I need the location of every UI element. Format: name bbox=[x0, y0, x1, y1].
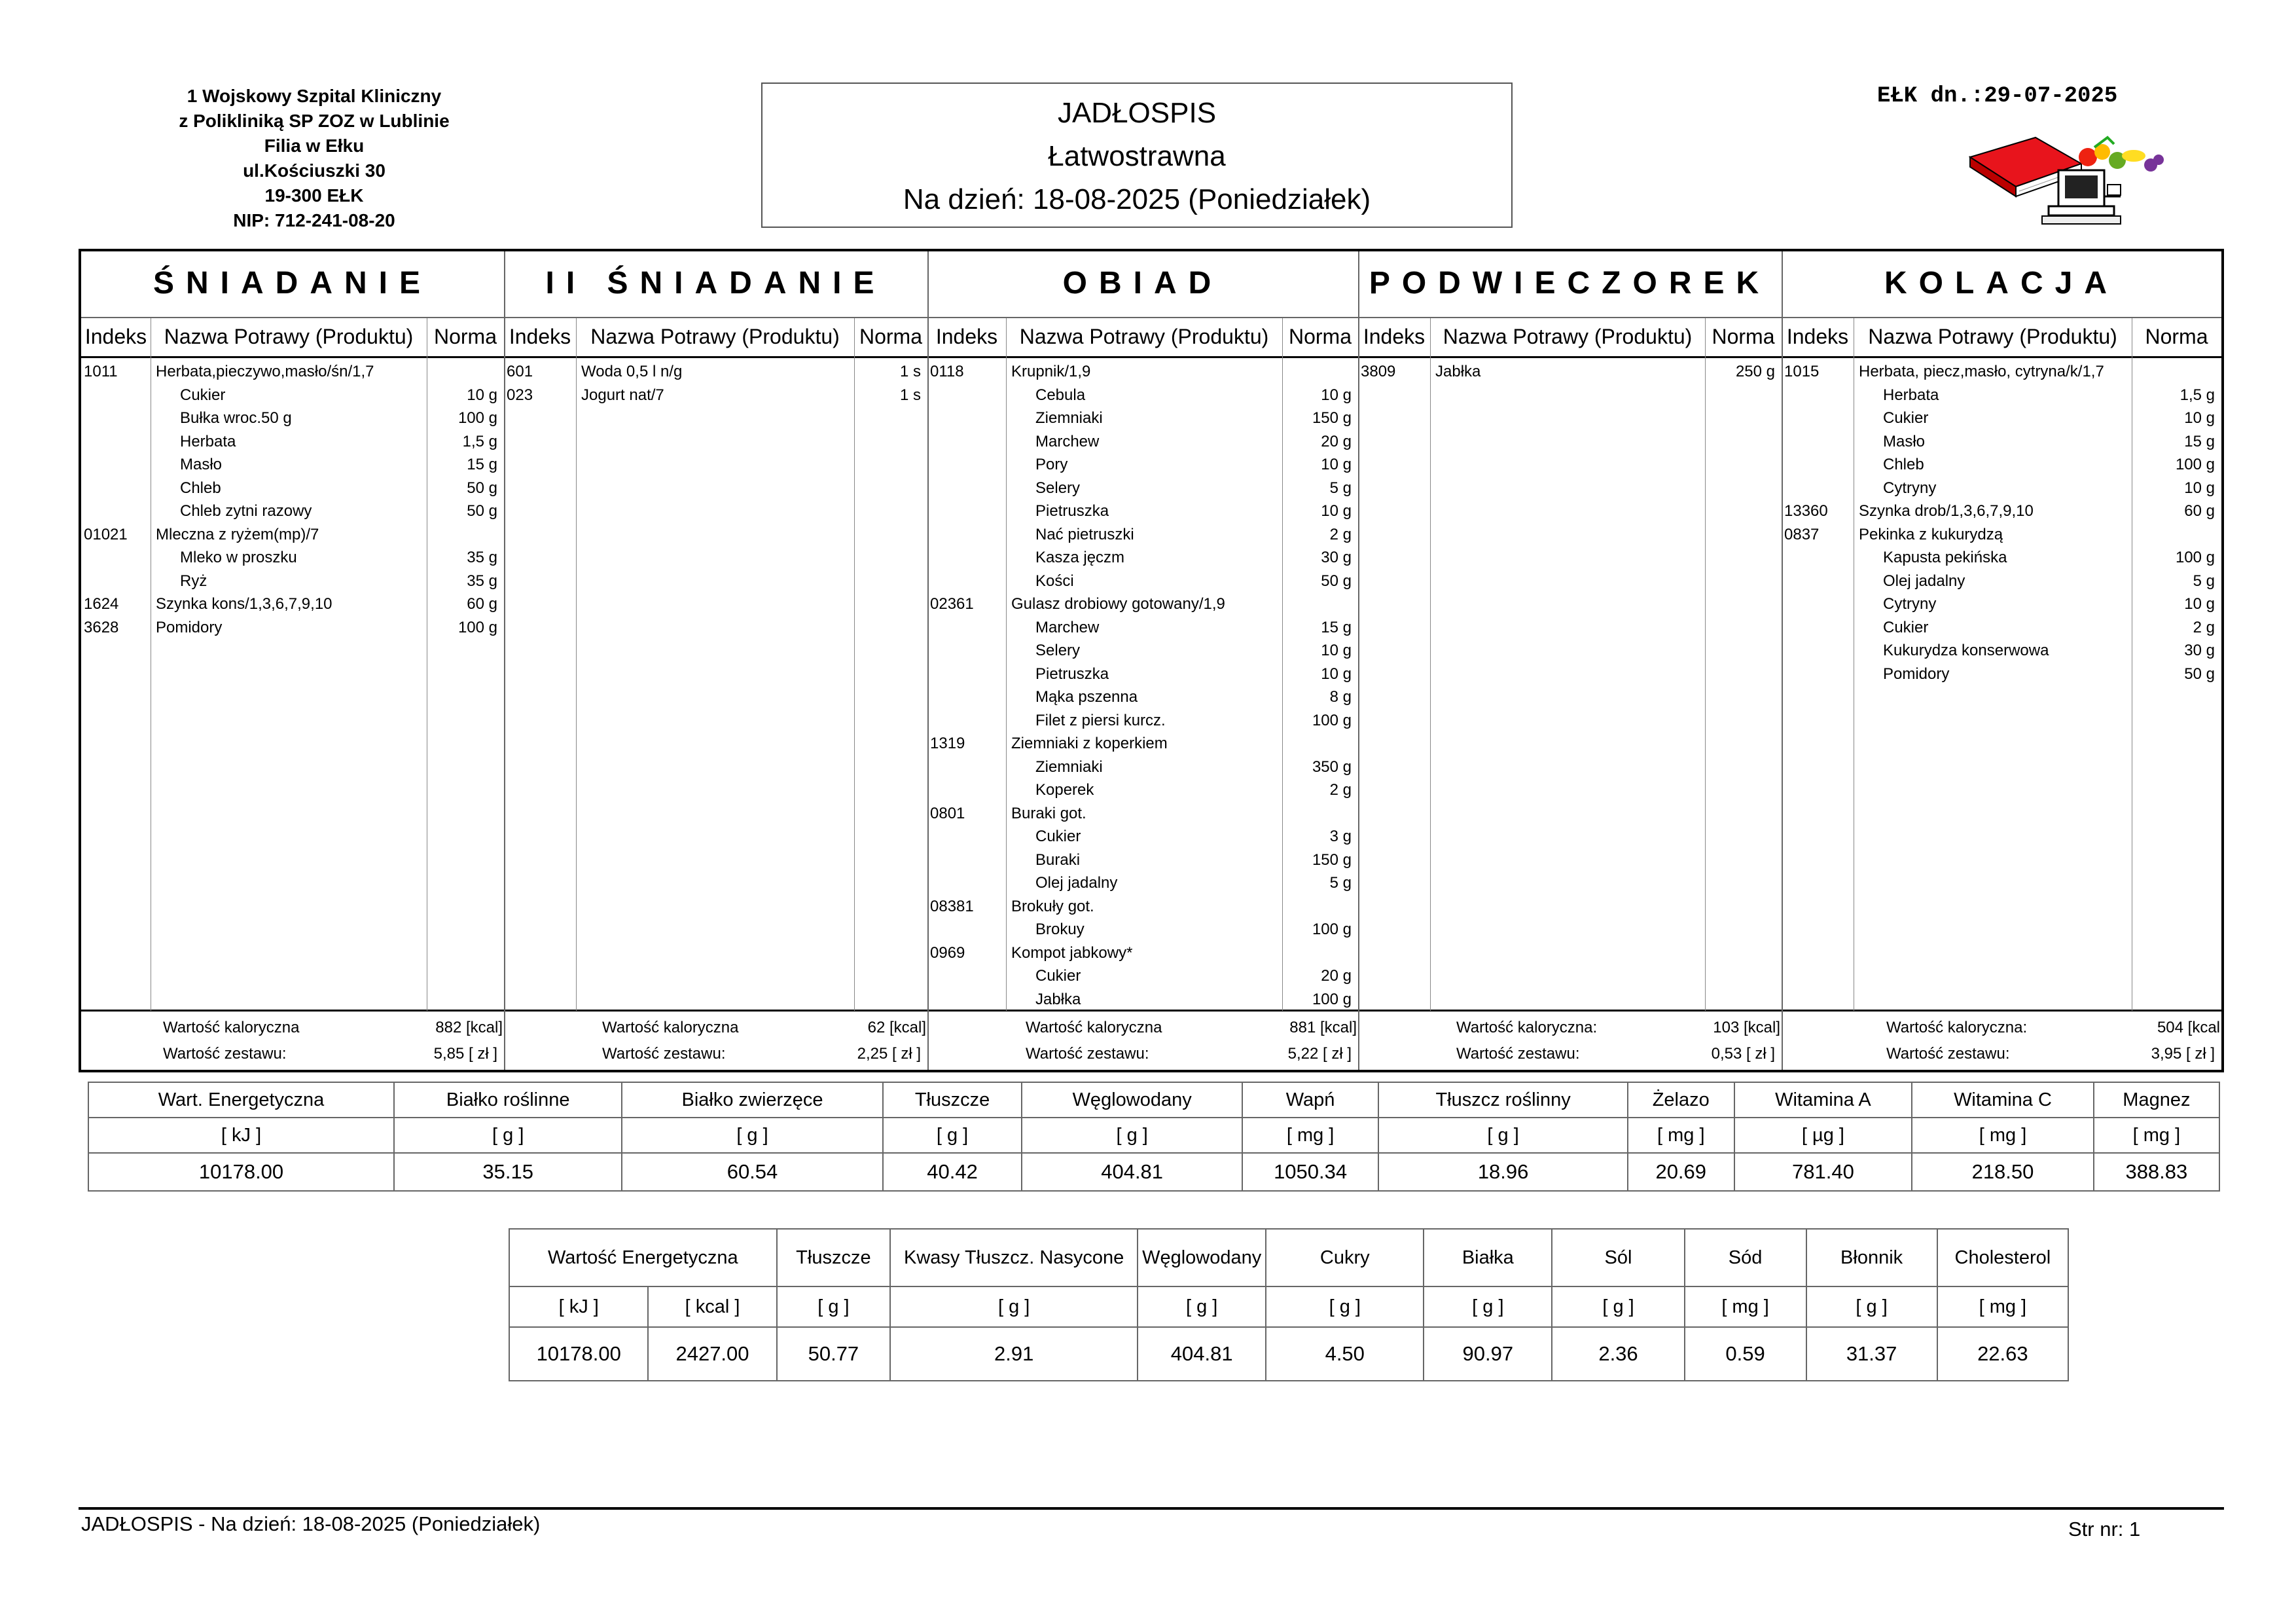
row-index: 13360 bbox=[1784, 502, 1828, 520]
row-norm: 50 g bbox=[467, 479, 497, 497]
title-box bbox=[761, 82, 1513, 228]
nutrient-value: 31.37 bbox=[1806, 1327, 1937, 1381]
row-index: 601 bbox=[507, 363, 533, 380]
unit-cell: [ g ] bbox=[1806, 1286, 1937, 1327]
row-norm: 100 g bbox=[457, 618, 497, 636]
nutrient-value: 4.50 bbox=[1266, 1327, 1424, 1381]
column-header-name: Nazwa Potrawy (Produktu) bbox=[1019, 325, 1269, 348]
row-name: Ziemniaki bbox=[1035, 757, 1103, 776]
row-name: Cukier bbox=[1035, 828, 1081, 845]
meal-title: II ŚNIADANIE bbox=[545, 266, 886, 301]
row-norm: 5 g bbox=[2193, 572, 2215, 590]
row-norm: 50 g bbox=[2184, 665, 2215, 683]
column-header-index: Indeks bbox=[1363, 325, 1426, 348]
row-norm: 10 g bbox=[467, 386, 497, 404]
unit-cell: [ kcal ] bbox=[648, 1286, 776, 1327]
row-norm: 10 g bbox=[2184, 409, 2215, 427]
row-name: Pomidory bbox=[156, 618, 223, 636]
org-line: ul.Kościuszki 30 bbox=[243, 160, 386, 181]
nutrient-value: 35.15 bbox=[394, 1153, 622, 1191]
nutrient-value: 218.50 bbox=[1912, 1153, 2093, 1191]
nutrient-header: Kwasy Tłuszcz. Nasycone bbox=[890, 1229, 1138, 1286]
row-norm: 150 g bbox=[1312, 850, 1352, 869]
row-index: 0969 bbox=[930, 943, 965, 962]
kcal-value: 882 [kcal] bbox=[435, 1019, 503, 1036]
kcal-label: Wartość kaloryczna bbox=[1026, 1019, 1162, 1036]
kcal-label: Wartość kaloryczna: bbox=[1456, 1019, 1598, 1036]
column-header-norm: Norma bbox=[433, 325, 497, 348]
nutrient-value: 781.40 bbox=[1734, 1153, 1912, 1191]
nutrient-value: 50.77 bbox=[777, 1327, 891, 1381]
row-norm: 1,5 g bbox=[2179, 386, 2215, 404]
row-name: Chleb bbox=[180, 479, 221, 497]
row-name: Chleb zytni razowy bbox=[180, 502, 312, 520]
row-name: Mleko w proszku bbox=[180, 549, 297, 566]
nutrient-value: 20.69 bbox=[1628, 1153, 1734, 1191]
row-name: Cytryny bbox=[1883, 595, 1937, 613]
unit-cell: [ g ] bbox=[1378, 1118, 1628, 1153]
set-value: 3,95 [ zł ] bbox=[2151, 1045, 2215, 1063]
row-norm: 2 g bbox=[1329, 525, 1352, 543]
row-norm: 5 g bbox=[1329, 874, 1352, 892]
row-name: Cukier bbox=[1883, 618, 1929, 636]
org-line: z Polikliniką SP ZOZ w Lublinie bbox=[179, 111, 450, 131]
row-name: Szynka drob/1,3,6,7,9,10 bbox=[1859, 502, 2034, 520]
row-name: Krupnik/1,9 bbox=[1011, 363, 1091, 380]
column-divider bbox=[1705, 318, 1706, 1011]
column-header-norm: Norma bbox=[1712, 325, 1775, 348]
row-name: Olej jadalny bbox=[1035, 874, 1118, 892]
nutrient-header: Błonnik bbox=[1806, 1229, 1937, 1286]
meal-title: OBIAD bbox=[1062, 266, 1223, 301]
unit-cell: [ g ] bbox=[394, 1118, 622, 1153]
row-norm: 15 g bbox=[467, 456, 497, 473]
unit-cell: [ g ] bbox=[1138, 1286, 1266, 1327]
row-name: Pory bbox=[1035, 456, 1068, 473]
row-norm: 35 g bbox=[467, 572, 497, 590]
row-name: Herbata bbox=[1883, 386, 1939, 404]
nutrient-value: 2.91 bbox=[890, 1327, 1138, 1381]
unit-cell: [ mg ] bbox=[2094, 1118, 2219, 1153]
unit-cell: [ g ] bbox=[1266, 1286, 1424, 1327]
section-divider bbox=[504, 251, 505, 1070]
row-name: Selery bbox=[1035, 642, 1081, 659]
row-norm: 100 g bbox=[1312, 921, 1352, 938]
column-header-norm: Norma bbox=[1288, 325, 1352, 348]
column-header-name: Nazwa Potrawy (Produktu) bbox=[1443, 325, 1693, 348]
row-name: Brokuły got. bbox=[1011, 897, 1094, 915]
row-name: Masło bbox=[1883, 432, 1926, 450]
row-norm: 30 g bbox=[2184, 642, 2215, 659]
row-name: Jabłka bbox=[1435, 363, 1481, 380]
row-name: Pietruszka bbox=[1035, 665, 1109, 683]
row-name: Filet z piersi kurcz. bbox=[1035, 711, 1166, 729]
row-index: 0118 bbox=[930, 363, 964, 380]
unit-cell: [ kJ ] bbox=[88, 1118, 394, 1153]
footer-title: JADŁOSPIS - Na dzień: 18-08-2025 (Poniedziałek) bbox=[81, 1512, 541, 1535]
set-value: 5,85 [ zł ] bbox=[433, 1045, 497, 1063]
row-name: Woda 0,5 l n/g bbox=[581, 363, 683, 380]
column-header-norm: Norma bbox=[2145, 325, 2208, 348]
row-name: Cukier bbox=[180, 386, 226, 404]
nutrient-value: 2.36 bbox=[1552, 1327, 1684, 1381]
energy-header: Wartość Energetyczna bbox=[509, 1229, 777, 1286]
row-name: Chleb bbox=[1883, 456, 1924, 473]
kcal-value: 504 [kcal bbox=[2157, 1019, 2220, 1036]
row-norm: 60 g bbox=[467, 595, 497, 613]
column-header-name: Nazwa Potrawy (Produktu) bbox=[164, 325, 414, 348]
row-index: 3628 bbox=[84, 618, 119, 636]
book-computer-fruit-icon bbox=[1957, 131, 2186, 229]
row-index: 3809 bbox=[1361, 363, 1396, 380]
set-value: 5,22 [ zł ] bbox=[1287, 1045, 1352, 1063]
row-index: 023 bbox=[507, 386, 533, 404]
row-norm: 100 g bbox=[457, 409, 497, 427]
row-norm: 100 g bbox=[1312, 711, 1352, 729]
footer-divider bbox=[79, 1507, 2224, 1510]
row-norm: 1,5 g bbox=[462, 432, 497, 450]
row-norm: 1 s bbox=[899, 363, 921, 380]
row-norm: 30 g bbox=[1321, 549, 1352, 566]
row-name: Gulasz drobiowy gotowany/1,9 bbox=[1011, 595, 1225, 613]
row-name: Masło bbox=[180, 456, 223, 473]
row-name: Marchew bbox=[1035, 432, 1100, 450]
nutrient-header: Żelazo bbox=[1628, 1082, 1734, 1118]
column-header-name: Nazwa Potrawy (Produktu) bbox=[590, 325, 840, 348]
row-name: Herbata, piecz,masło, cytryna/k/1,7 bbox=[1859, 363, 2104, 380]
row-name: Bułka wroc.50 g bbox=[180, 409, 292, 427]
nutrient-value: 404.81 bbox=[1022, 1153, 1242, 1191]
nutrient-value: 10178.00 bbox=[88, 1153, 394, 1191]
section-divider bbox=[1782, 251, 1783, 1070]
row-name: Mąka pszenna bbox=[1035, 688, 1138, 706]
column-header-index: Indeks bbox=[935, 325, 998, 348]
column-divider bbox=[1282, 318, 1283, 1011]
kcal-label: Wartość kaloryczna bbox=[163, 1019, 300, 1036]
nutrient-header: Wapń bbox=[1242, 1082, 1378, 1118]
menu-date: Na dzień: 18-08-2025 (Poniedziałek) bbox=[903, 183, 1371, 215]
row-norm: 2 g bbox=[1329, 781, 1352, 799]
row-norm: 10 g bbox=[1321, 642, 1352, 659]
row-norm: 50 g bbox=[1321, 572, 1352, 590]
set-label: Wartość zestawu: bbox=[602, 1045, 726, 1063]
nutrient-header: Witamina C bbox=[1912, 1082, 2093, 1118]
kcal-label: Wartość kaloryczna bbox=[602, 1019, 739, 1036]
row-name: Nać pietruszki bbox=[1035, 525, 1134, 543]
row-norm: 35 g bbox=[467, 549, 497, 566]
set-label: Wartość zestawu: bbox=[1026, 1045, 1149, 1063]
column-header-norm: Norma bbox=[859, 325, 922, 348]
nutrient-value: 60.54 bbox=[622, 1153, 882, 1191]
meal-title: ŚNIADANIE bbox=[152, 266, 433, 301]
org-line: 1 Wojskowy Szpital Kliniczny bbox=[187, 86, 442, 106]
set-label: Wartość zestawu: bbox=[1456, 1045, 1580, 1063]
row-index: 01021 bbox=[84, 525, 128, 543]
row-name: Olej jadalny bbox=[1883, 572, 1965, 590]
unit-cell: [ µg ] bbox=[1734, 1118, 1912, 1153]
meal-title: KOLACJA bbox=[1884, 266, 2119, 301]
nutrient-header: Tłuszcz roślinny bbox=[1378, 1082, 1628, 1118]
kcal-value: 62 [kcal] bbox=[867, 1019, 926, 1036]
nutrient-header: Cukry bbox=[1266, 1229, 1424, 1286]
row-norm: 5 g bbox=[1329, 479, 1352, 497]
row-norm: 15 g bbox=[1321, 618, 1352, 636]
row-name: Ziemniaki bbox=[1035, 409, 1103, 427]
nutrient-header: Tłuszcze bbox=[777, 1229, 891, 1286]
set-label: Wartość zestawu: bbox=[163, 1045, 287, 1063]
nutrient-header: Białko zwierzęce bbox=[622, 1082, 882, 1118]
set-label: Wartość zestawu: bbox=[1886, 1045, 2010, 1063]
column-header-divider bbox=[81, 356, 2221, 358]
nutrient-value: 10178.00 bbox=[509, 1327, 648, 1381]
row-norm: 20 g bbox=[1321, 432, 1352, 450]
unit-cell: [ g ] bbox=[883, 1118, 1022, 1153]
org-line: 19-300 EŁK bbox=[264, 185, 364, 206]
nutrient-value: 404.81 bbox=[1138, 1327, 1266, 1381]
nutrient-value: 18.96 bbox=[1378, 1153, 1628, 1191]
column-divider bbox=[1430, 318, 1431, 1011]
meal-title: PODWIECZOREK bbox=[1369, 266, 1771, 301]
org-line: Filia w Ełku bbox=[264, 136, 365, 156]
row-index: 1011 bbox=[84, 363, 118, 380]
organization-address bbox=[131, 84, 497, 233]
row-name: Kości bbox=[1035, 572, 1074, 590]
row-norm: 10 g bbox=[1321, 386, 1352, 404]
column-header-index: Indeks bbox=[1786, 325, 1849, 348]
row-norm: 150 g bbox=[1312, 409, 1352, 427]
kcal-label: Wartość kaloryczna: bbox=[1886, 1019, 2028, 1036]
row-index: 0801 bbox=[930, 804, 965, 822]
row-name: Jabłka bbox=[1035, 990, 1081, 1008]
row-name: Pietruszka bbox=[1035, 502, 1109, 520]
row-name: Kukurydza konserwowa bbox=[1883, 642, 2049, 659]
unit-cell: [ g ] bbox=[890, 1286, 1138, 1327]
row-name: Mleczna z ryżem(mp)/7 bbox=[156, 525, 319, 543]
column-divider bbox=[854, 318, 855, 1011]
row-norm: 8 g bbox=[1329, 688, 1352, 706]
org-line: NIP: 712-241-08-20 bbox=[233, 210, 395, 230]
row-name: Cukier bbox=[1035, 967, 1081, 985]
nutrient-header: Węglowodany bbox=[1022, 1082, 1242, 1118]
row-name: Cytryny bbox=[1883, 479, 1937, 497]
row-index: 1624 bbox=[84, 595, 119, 613]
column-header-name: Nazwa Potrawy (Produktu) bbox=[1868, 325, 2117, 348]
row-norm: 10 g bbox=[1321, 665, 1352, 683]
kcal-value: 103 [kcal] bbox=[1713, 1019, 1780, 1036]
row-name: Cukier bbox=[1883, 409, 1929, 427]
row-name: Kasza jęczm bbox=[1035, 549, 1125, 566]
unit-cell: [ kJ ] bbox=[509, 1286, 648, 1327]
row-norm: 10 g bbox=[1321, 502, 1352, 520]
unit-cell: [ mg ] bbox=[1242, 1118, 1378, 1153]
nutrient-header: Wart. Energetyczna bbox=[88, 1082, 394, 1118]
print-date: EŁK dn.:29-07-2025 bbox=[1877, 84, 2118, 109]
row-norm: 3 g bbox=[1329, 828, 1352, 845]
section-divider bbox=[927, 251, 929, 1070]
section-divider bbox=[1358, 251, 1359, 1070]
row-name: Jogurt nat/7 bbox=[581, 386, 664, 404]
row-norm: 15 g bbox=[2184, 432, 2215, 450]
row-name: Kompot jabkowy* bbox=[1011, 943, 1133, 962]
menu-table bbox=[79, 249, 2224, 1072]
row-norm: 100 g bbox=[2175, 549, 2215, 566]
unit-cell: [ mg ] bbox=[1685, 1286, 1806, 1327]
unit-cell: [ mg ] bbox=[1912, 1118, 2093, 1153]
kcal-value: 881 [kcal] bbox=[1289, 1019, 1357, 1036]
row-norm: 100 g bbox=[1312, 990, 1352, 1008]
unit-cell: [ g ] bbox=[777, 1286, 891, 1327]
nutrient-header: Sód bbox=[1685, 1229, 1806, 1286]
row-norm: 100 g bbox=[2175, 456, 2215, 473]
row-name: Ryż bbox=[180, 572, 207, 590]
nutrition-table-2 bbox=[509, 1228, 2069, 1381]
row-norm: 350 g bbox=[1312, 757, 1352, 776]
row-norm: 50 g bbox=[467, 502, 497, 520]
row-index: 0837 bbox=[1784, 525, 1820, 543]
document-title: JADŁOSPIS bbox=[1057, 97, 1217, 129]
row-index: 1015 bbox=[1784, 363, 1820, 380]
row-index: 1319 bbox=[930, 735, 965, 752]
row-name: Brokuy bbox=[1035, 921, 1085, 938]
row-name: Koperek bbox=[1035, 781, 1094, 799]
column-divider bbox=[576, 318, 577, 1011]
nutrient-value: 388.83 bbox=[2094, 1153, 2219, 1191]
row-norm: 20 g bbox=[1321, 967, 1352, 985]
row-name: Pomidory bbox=[1883, 665, 1950, 683]
unit-cell: [ g ] bbox=[1022, 1118, 1242, 1153]
row-name: Buraki bbox=[1035, 850, 1081, 869]
unit-cell: [ g ] bbox=[1424, 1286, 1552, 1327]
row-name: Ziemniaki z koperkiem bbox=[1011, 735, 1168, 752]
nutrient-value: 90.97 bbox=[1424, 1327, 1552, 1381]
row-norm: 10 g bbox=[1321, 456, 1352, 473]
nutrient-value: 22.63 bbox=[1937, 1327, 2068, 1381]
nutrient-header: Cholesterol bbox=[1937, 1229, 2068, 1286]
nutrient-header: Witamina A bbox=[1734, 1082, 1912, 1118]
unit-cell: [ g ] bbox=[622, 1118, 882, 1153]
row-norm: 60 g bbox=[2184, 502, 2215, 520]
row-norm: 1 s bbox=[899, 386, 921, 404]
row-index: 02361 bbox=[930, 595, 974, 613]
nutrient-header: Sól bbox=[1552, 1229, 1684, 1286]
column-header-index: Indeks bbox=[509, 325, 571, 348]
row-norm: 250 g bbox=[1735, 363, 1775, 380]
nutrient-value: 0.59 bbox=[1685, 1327, 1806, 1381]
row-name: Selery bbox=[1035, 479, 1081, 497]
set-value: 0,53 [ zł ] bbox=[1711, 1045, 1775, 1063]
row-norm: 10 g bbox=[2184, 595, 2215, 613]
row-name: Szynka kons/1,3,6,7,9,10 bbox=[156, 595, 332, 613]
row-name: Pekinka z kukurydzą bbox=[1859, 525, 2003, 543]
page-number: Str nr: 1 bbox=[2068, 1518, 2141, 1541]
nutrient-value: 1050.34 bbox=[1242, 1153, 1378, 1191]
row-name: Kapusta pekińska bbox=[1883, 549, 2007, 566]
unit-cell: [ g ] bbox=[1552, 1286, 1684, 1327]
nutrient-header: Białko roślinne bbox=[394, 1082, 622, 1118]
row-norm: 10 g bbox=[2184, 479, 2215, 497]
totals-divider bbox=[81, 1010, 2221, 1012]
set-value: 2,25 [ zł ] bbox=[857, 1045, 921, 1063]
column-divider bbox=[1006, 318, 1007, 1011]
nutrient-value: 2427.00 bbox=[648, 1327, 776, 1381]
unit-cell: [ mg ] bbox=[1628, 1118, 1734, 1153]
nutrient-header: Węglowodany bbox=[1138, 1229, 1266, 1286]
column-header-index: Indeks bbox=[84, 325, 147, 348]
diet-name: Łatwostrawna bbox=[1048, 140, 1226, 172]
unit-cell: [ mg ] bbox=[1937, 1286, 2068, 1327]
nutrient-header: Tłuszcze bbox=[883, 1082, 1022, 1118]
row-norm: 2 g bbox=[2193, 618, 2215, 636]
nutrient-header: Białka bbox=[1424, 1229, 1552, 1286]
nutrient-value: 40.42 bbox=[883, 1153, 1022, 1191]
row-name: Marchew bbox=[1035, 618, 1100, 636]
row-name: Herbata bbox=[180, 432, 236, 450]
row-name: Herbata,pieczywo,masło/śn/1,7 bbox=[156, 363, 374, 380]
row-index: 08381 bbox=[930, 897, 974, 915]
nutrition-table-1 bbox=[88, 1082, 2220, 1192]
row-name: Cebula bbox=[1035, 386, 1086, 404]
row-name: Buraki got. bbox=[1011, 804, 1086, 822]
nutrient-header: Magnez bbox=[2094, 1082, 2219, 1118]
